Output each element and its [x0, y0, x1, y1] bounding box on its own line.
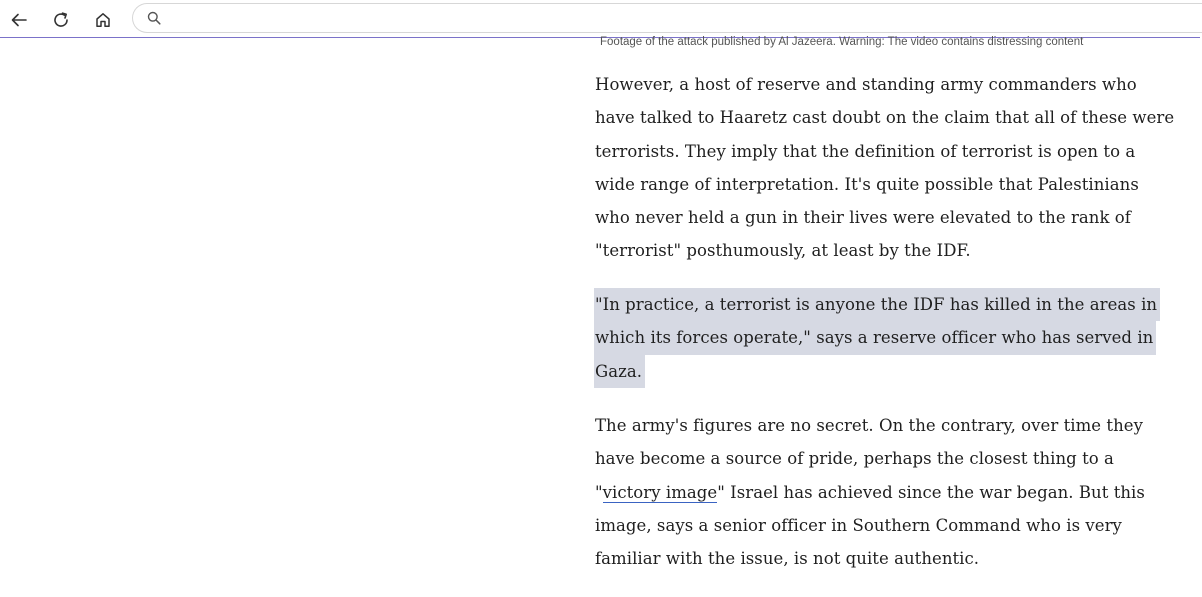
- paragraph-line: terrorists. They imply that the definition of terrorist is open to a: [595, 141, 1136, 161]
- back-button[interactable]: [8, 9, 30, 31]
- reload-button[interactable]: [50, 9, 72, 31]
- home-button[interactable]: [92, 9, 114, 31]
- selected-text-line: which its forces operate," says a reserve officer who has served in: [594, 321, 1156, 354]
- quote-open: ": [595, 482, 603, 502]
- selected-text-line: "In practice, a terrorist is anyone the IDF has killed in the areas in: [594, 288, 1160, 321]
- paragraph-line: who never held a gun in their lives were elevated to the rank of: [595, 208, 1131, 228]
- search-icon: [147, 11, 161, 25]
- paragraph-line: However, a host of reserve and standing army commanders who: [595, 75, 1137, 94]
- video-caption: Footage of the attack published by Al Jazeera. Warning: The video contains distressing content: [600, 36, 1084, 48]
- paragraph-line: have become a source of pride, perhaps the closest thing to a: [595, 449, 1114, 469]
- selected-text-line: Gaza.: [594, 355, 645, 388]
- paragraph-line: familiar with the issue, is not quite authentic.: [595, 549, 980, 569]
- highlighted-quote-paragraph: [595, 288, 1180, 388]
- paragraph-line: [595, 476, 1180, 509]
- paragraph-line: image, says a senior officer in Southern Command who is very: [595, 515, 1122, 535]
- home-icon: [94, 11, 112, 29]
- paragraph-line: wide range of interpretation. It's quite possible that Palestinians: [595, 174, 1139, 194]
- paragraph-line: have talked to Haaretz cast doubt on the claim that all of these were: [595, 108, 1175, 128]
- article-paragraph: [595, 409, 1180, 575]
- victory-image-link[interactable]: victory image: [602, 482, 718, 502]
- line-continuation: " Israel has achieved since the war began. But this: [717, 482, 1145, 502]
- paragraph-line: The army's figures are no secret. On the contrary, over time they: [595, 416, 1143, 435]
- arrow-left-icon: [10, 11, 28, 29]
- paragraph-line: "terrorist" posthumously, at least by the IDF.: [595, 241, 971, 261]
- article-paragraph: [595, 68, 1180, 268]
- reload-icon: [52, 11, 70, 29]
